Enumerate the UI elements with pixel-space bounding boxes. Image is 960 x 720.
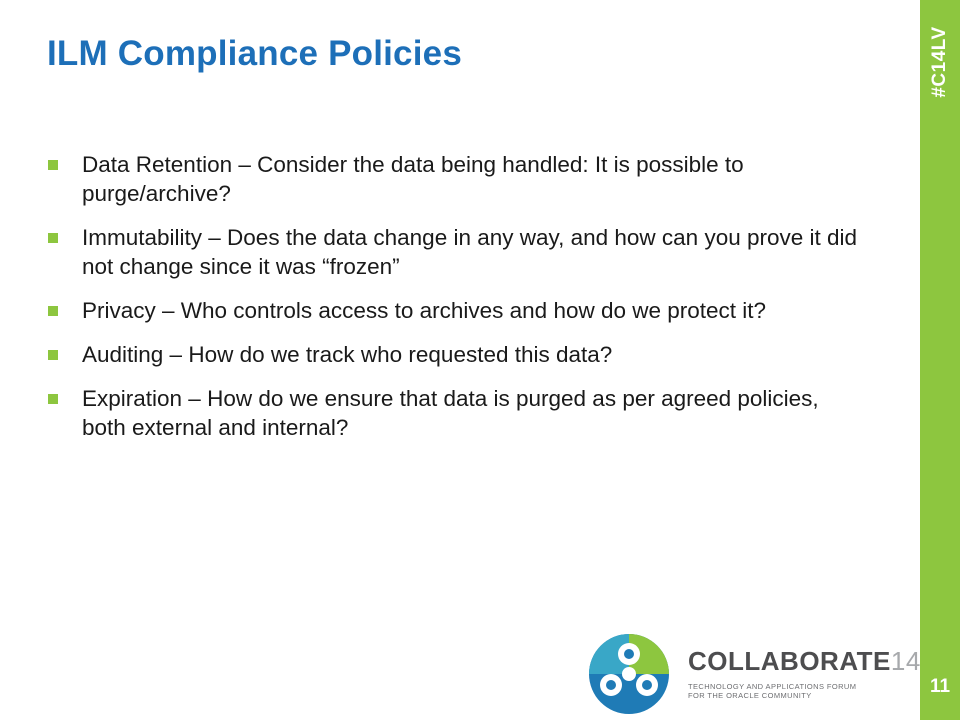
green-square-bullet-icon — [48, 160, 58, 170]
bullet-item — [46, 340, 866, 369]
green-side-bar — [920, 0, 960, 720]
bullet-text: Expiration – How do we ensure that data is purged as per agreed policies, both external and internal? — [82, 386, 819, 440]
green-square-bullet-icon — [48, 233, 58, 243]
bullet-list — [46, 150, 866, 457]
logo-name: COLLABORATE14 — [688, 646, 921, 676]
bullet-item — [46, 150, 866, 208]
bullet-item — [46, 384, 866, 442]
bullet-text: Auditing – How do we track who requested this data? — [82, 342, 613, 367]
collaborate-trefoil-logo-icon — [588, 628, 670, 716]
bullet-text: Immutability – Does the data change in any way, and how can you prove it did not change since it was “frozen” — [82, 225, 858, 279]
green-square-bullet-icon — [48, 306, 58, 316]
bullet-text: Privacy – Who controls access to archives and how do we protect it? — [82, 298, 767, 323]
bullet-item — [46, 296, 866, 325]
green-square-bullet-icon — [48, 394, 58, 404]
logo-tagline-line1: TECHNOLOGY AND APPLICATIONS FORUM — [688, 682, 857, 691]
bullet-item — [46, 223, 866, 281]
slide-title: ILM Compliance Policies — [47, 34, 462, 73]
green-square-bullet-icon — [48, 350, 58, 360]
bullet-text: Data Retention – Consider the data being handled: It is possible to purge/archive? — [82, 152, 744, 206]
page-number: 11 — [929, 676, 951, 697]
collaborate-wordmark — [688, 646, 921, 712]
logo-tagline-line2: FOR THE ORACLE COMMUNITY — [688, 691, 812, 700]
hashtag-label: #C14LV — [929, 26, 950, 98]
